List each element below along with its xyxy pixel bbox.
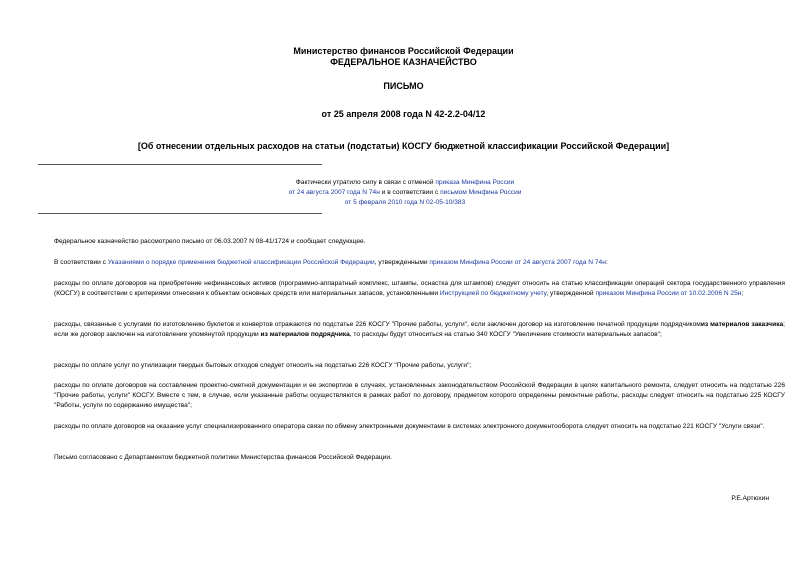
booklets-text: расходы, связанные с услугами по изготовлению буклетов и конвертов отражаются по подстатье 226 КОСГУ "Прочие работы, услуги", если заключен договор на изготовление печатной продукции подрядчиком — [54, 321, 701, 328]
letter-date-link[interactable]: от 5 февраля 2010 года N 02-05-10/383 — [344, 199, 466, 206]
paragraph-booklets — [38, 320, 785, 340]
budget-accounting-instruction-link[interactable]: Инструкцией по бюджетному учету — [439, 290, 547, 297]
ministry-name: Министерство финансов Российской Федерации — [293, 46, 514, 56]
status-note-text-2: и в соответствии с — [379, 189, 441, 196]
basis-text-2: , утвержденными — [374, 259, 430, 266]
booklets-text-2: ; если же договор заключен на изготовление упомянутой продукции — [54, 321, 785, 338]
document-subject: [Об отнесении отдельных расходов на статьи (подстатьи) КОСГУ бюджетной классификации Российской Федерации] — [137, 141, 670, 151]
status-note-text: Фактически утратило силу в связи с отменой — [295, 179, 436, 186]
letter-link[interactable]: письмом Минфина России — [440, 189, 522, 196]
paragraph-communications: расходы по оплате договоров на оказание услуг специализированного оператора связи по обмену электронными документами в системах электронного документооборота следует относить на подстатью 221 КОСГУ "Услуги связи". — [54, 423, 765, 430]
basis-text: В соответствии с — [54, 259, 108, 266]
signature: Р.Е.Артюхин — [731, 495, 769, 502]
booklets-bold-2: из материалов подрядчика — [260, 331, 350, 338]
paragraph-intro: Федеральное казначейство рассмотрело письмо от 06.03.2007 N 08-41/1724 и сообщает следующее. — [54, 238, 366, 245]
paragraph-basis — [38, 258, 785, 268]
paragraph-waste: расходы по оплате услуг по утилизации твердых бытовых отходов следует относить на подстатью 226 КОСГУ "Прочие работы, услуги"; — [54, 362, 472, 369]
divider-bottom — [38, 213, 322, 214]
divider-top — [38, 164, 322, 165]
booklets-bold-1: из материалов заказчика — [700, 321, 784, 328]
paragraph-design-docs: расходы по оплате договоров на составление проектно-сметной документации и ее экспертизе в случаях, установленных законодательством Российской Федерации в целях капитального ремонта, следует относить на подстатью 226 "Прочие работы, услуги" КОСГУ. Вместе с тем, в случае, если указанные работы осуществляются в рамках работ по договору, предметом которого определены ремонтные работы, расходы следует относить на подстатью 225 КОСГУ "Работы, услуги по содержанию имущества"; — [54, 382, 785, 409]
basis-text-3: : — [605, 259, 608, 266]
agency-name: ФЕДЕРАЛЬНОЕ КАЗНАЧЕЙСТВО — [330, 57, 477, 67]
booklets-text-3: , то расходы будут относиться на статью 340 КОСГУ "Увеличение стоимости материальных запасов"; — [349, 331, 662, 338]
paragraph-approval: Письмо согласовано с Департаментом бюджетной политики Министерства финансов Российской Федерации. — [54, 454, 392, 461]
assets-text-3: ; — [741, 290, 744, 297]
assets-text-2: , утвержденной — [546, 290, 596, 297]
assets-text: расходы по оплате договоров на приобретение нефинансовых активов (программно-аппаратный комплекс, штампы, оснастка для штампов) следует относить на статью классификации операций сектора государственного управления (КОСГУ) в соответствии с критериями отнесения к объектам основных средств или материальных запасов, установленными — [54, 280, 785, 297]
order-25n-link[interactable]: приказом Минфина России от 10.02.2006 N 25н — [595, 290, 742, 297]
order-date-link[interactable]: от 24 августа 2007 года N 74н — [288, 189, 380, 196]
status-note — [260, 178, 550, 208]
order-74n-link[interactable]: приказом Минфина России от 24 августа 2007 года N 74н — [429, 259, 606, 266]
instructions-link[interactable]: Указаниями о порядке применения бюджетной классификации Российской Федерации — [107, 259, 375, 266]
paragraph-assets — [38, 279, 785, 299]
order-link[interactable]: приказа Минфина России — [435, 179, 515, 186]
document-date-number: от 25 апреля 2008 года N 42-2.2-04/12 — [321, 109, 486, 119]
document-type: ПИСЬМО — [383, 81, 424, 91]
